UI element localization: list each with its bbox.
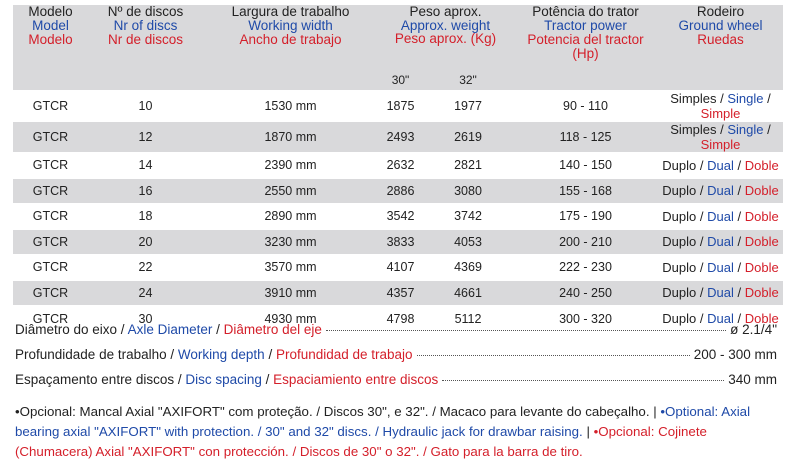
spec-label-es: Diâmetro del eje (223, 322, 322, 337)
cell-discs: 12 (88, 122, 203, 153)
spec-label-en: Working depth (177, 347, 265, 362)
cell-width: 3230 mm (203, 229, 378, 255)
wheel-pt: Simples / (670, 122, 724, 137)
header-discs (88, 5, 203, 73)
spec-value: ø 2.1/4" (730, 322, 777, 337)
table-row (13, 280, 783, 306)
cell-w32: 4369 (423, 255, 513, 281)
wheel-pt: Duplo / (662, 259, 704, 275)
spec-value: 200 - 300 mm (693, 347, 777, 362)
spec-label (15, 347, 413, 362)
cell-w32: 4661 (423, 280, 513, 306)
wheel-sep: / (767, 91, 771, 106)
cell-wheel (658, 255, 783, 281)
spec-label-sep: / (212, 322, 224, 337)
table-subheader-row (13, 73, 783, 91)
table-header-row (13, 5, 783, 73)
wheel-pt: Duplo / (662, 208, 704, 224)
header-weight-es: Peso aprox. (Kg) (394, 31, 497, 46)
cell-power: 90 - 110 (513, 91, 658, 122)
wheel-en: Dual (707, 208, 734, 224)
wheel-pt: Duplo / (662, 285, 704, 301)
header-power-es: Potencia del tractor (Hp) (527, 32, 644, 61)
table-row (13, 229, 783, 255)
cell-model: GTCR (13, 91, 88, 122)
wheel-pt: Duplo / (662, 234, 704, 250)
cell-discs: 30 (88, 306, 203, 332)
wheel-es: Doble (744, 311, 779, 326)
spec-value: 340 mm (728, 372, 777, 387)
table-row (13, 204, 783, 230)
cell-model: GTCR (13, 255, 88, 281)
header-wheel-pt: Rodeiro (696, 4, 745, 19)
cell-w32: 1977 (423, 91, 513, 122)
wheel-pt: Duplo / (662, 311, 704, 326)
cell-width: 3570 mm (203, 255, 378, 281)
header-wheel-en: Ground wheel (678, 18, 763, 33)
wheel-sep: / (737, 234, 742, 250)
wheel-sep: / (737, 311, 742, 326)
table-row (13, 91, 783, 122)
header-wheel (658, 5, 783, 73)
cell-wheel (658, 153, 783, 179)
cell-w32: 4053 (423, 229, 513, 255)
cell-w32: 5112 (423, 306, 513, 332)
subheader-empty (88, 73, 203, 91)
wheel-es: Simple (700, 106, 741, 121)
cell-width: 3910 mm (203, 280, 378, 306)
header-discs-en: Nr of discs (113, 18, 178, 33)
cell-power: 175 - 190 (513, 204, 658, 230)
wheel-es: Doble (744, 183, 779, 199)
cell-w32: 3080 (423, 178, 513, 204)
wheel-en: Dual (707, 183, 734, 199)
cell-width: 2550 mm (203, 178, 378, 204)
cell-model: GTCR (13, 229, 88, 255)
table-row (13, 153, 783, 179)
cell-discs: 14 (88, 153, 203, 179)
wheel-es: Doble (744, 285, 779, 301)
wheel-sep: / (767, 122, 771, 137)
wheel-es: Doble (744, 208, 779, 224)
dotted-leader (442, 380, 724, 381)
table-row (13, 122, 783, 153)
cell-discs: 10 (88, 91, 203, 122)
subheader-32: 32" (423, 73, 513, 91)
cell-width: 2890 mm (203, 204, 378, 230)
cell-model: GTCR (13, 306, 88, 332)
wheel-pt: Simples / (670, 91, 724, 106)
note-pt: •Opcional: Mancal Axial "AXIFORT" com proteção. / Discos 30", e 32". / Macaco para levante do cabeçalho. | (15, 404, 661, 419)
spec-line (15, 372, 777, 387)
header-width-es: Ancho de trabajo (239, 32, 342, 47)
table-row (13, 178, 783, 204)
header-weight-pt: Peso aprox. (409, 4, 482, 19)
header-width-pt: Largura de trabalho (231, 4, 350, 19)
header-discs-pt: Nº de discos (107, 4, 184, 19)
cell-model: GTCR (13, 122, 88, 153)
spec-label-sep: / (261, 372, 274, 387)
spec-label-es: Espaciamiento entre discos (273, 372, 439, 387)
spec-label-en: Axle Diameter (127, 322, 213, 337)
subheader-30: 30" (378, 73, 423, 91)
cell-discs: 18 (88, 204, 203, 230)
header-model (13, 5, 88, 73)
header-power (513, 5, 658, 73)
wheel-en: Dual (707, 234, 734, 250)
header-discs-es: Nr de discos (107, 32, 184, 47)
cell-w30: 1875 (378, 91, 423, 122)
spec-label-en: Disc spacing (185, 372, 262, 387)
header-model-es: Modelo (28, 32, 73, 47)
cell-discs: 22 (88, 255, 203, 281)
cell-width: 1530 mm (203, 91, 378, 122)
cell-wheel (658, 91, 783, 122)
wheel-sep: / (737, 285, 742, 301)
subheader-empty (13, 73, 88, 91)
wheel-pt: Duplo / (662, 157, 704, 173)
cell-power: 240 - 250 (513, 280, 658, 306)
spec-label-pt: Espaçamento entre discos / (15, 372, 186, 387)
cell-model: GTCR (13, 178, 88, 204)
dotted-leader (417, 355, 690, 356)
header-weight-en: Approx. weight (400, 17, 491, 33)
note-separator: | (582, 424, 594, 439)
cell-width: 1870 mm (203, 122, 378, 153)
wheel-en: Dual (707, 285, 734, 301)
header-weight (378, 5, 513, 73)
spec-label-pt: Profundidade de trabalho / (15, 347, 178, 362)
specs-table (13, 5, 783, 331)
wheel-sep: / (737, 259, 742, 275)
cell-discs: 16 (88, 178, 203, 204)
cell-w30: 2886 (378, 178, 423, 204)
spec-label-es: Profundidad de trabajo (275, 347, 413, 362)
cell-wheel (658, 229, 783, 255)
table-row (13, 255, 783, 281)
cell-power: 222 - 230 (513, 255, 658, 281)
cell-power: 200 - 210 (513, 229, 658, 255)
header-power-en: Tractor power (544, 18, 627, 33)
wheel-en: Dual (707, 311, 734, 326)
header-width (203, 5, 378, 73)
cell-power: 140 - 150 (513, 153, 658, 179)
spec-line (15, 322, 777, 337)
wheel-es: Doble (744, 259, 779, 275)
header-model-pt: Modelo (28, 4, 73, 19)
subheader-empty (513, 73, 658, 91)
subheader-empty (203, 73, 378, 91)
cell-width: 2390 mm (203, 153, 378, 179)
wheel-pt: Duplo / (662, 183, 704, 199)
spec-line (15, 347, 777, 362)
cell-wheel (658, 280, 783, 306)
note-en: •Optional: Axial bearing axial "AXIFORT" with protection. / 30" and 32" discs. / Hydraulic jack for drawbar raising. (15, 404, 751, 439)
cell-w32: 2619 (423, 122, 513, 153)
cell-width: 4930 mm (203, 306, 378, 332)
cell-w30: 3833 (378, 229, 423, 255)
wheel-es: Doble (744, 157, 779, 173)
wheel-en: Single (727, 122, 764, 137)
cell-discs: 20 (88, 229, 203, 255)
wheel-sep: / (737, 183, 742, 199)
note-es: •Opcional: Cojinete (Chumacera) Axial "AXIFORT" con protección. / Discos de 30" o 32". / Gato para la barra de tiro. (15, 424, 707, 459)
cell-wheel (658, 122, 783, 153)
optional-notes (15, 402, 780, 462)
cell-w30: 4107 (378, 255, 423, 281)
spec-label (15, 372, 438, 387)
header-model-en: Model (32, 18, 69, 33)
cell-model: GTCR (13, 280, 88, 306)
cell-model: GTCR (13, 204, 88, 230)
cell-wheel (658, 178, 783, 204)
cell-w32: 2821 (423, 153, 513, 179)
cell-power: 118 - 125 (513, 122, 658, 153)
wheel-en: Single (727, 91, 764, 106)
header-width-en: Working width (248, 18, 333, 33)
cell-w30: 2493 (378, 122, 423, 153)
cell-w30: 4798 (378, 306, 423, 332)
cell-power: 155 - 168 (513, 178, 658, 204)
cell-w32: 3742 (423, 204, 513, 230)
spec-label-sep: / (264, 347, 276, 362)
header-power-pt: Potência do trator (532, 4, 639, 19)
dotted-leader (326, 330, 726, 331)
wheel-en: Dual (707, 259, 734, 275)
spec-label-pt: Diâmetro do eixo / (15, 322, 128, 337)
cell-wheel (658, 204, 783, 230)
subheader-empty (658, 73, 783, 91)
cell-power: 300 - 320 (513, 306, 658, 332)
cell-w30: 2632 (378, 153, 423, 179)
table-body (13, 91, 783, 332)
cell-w30: 4357 (378, 280, 423, 306)
cell-model: GTCR (13, 153, 88, 179)
wheel-es: Simple (700, 137, 741, 152)
wheel-sep: / (737, 157, 742, 173)
wheel-en: Dual (707, 157, 734, 173)
spec-label (15, 322, 322, 337)
wheel-sep: / (737, 208, 742, 224)
cell-w30: 3542 (378, 204, 423, 230)
wheel-es: Doble (744, 234, 779, 250)
header-wheel-es: Ruedas (697, 32, 744, 47)
cell-discs: 24 (88, 280, 203, 306)
